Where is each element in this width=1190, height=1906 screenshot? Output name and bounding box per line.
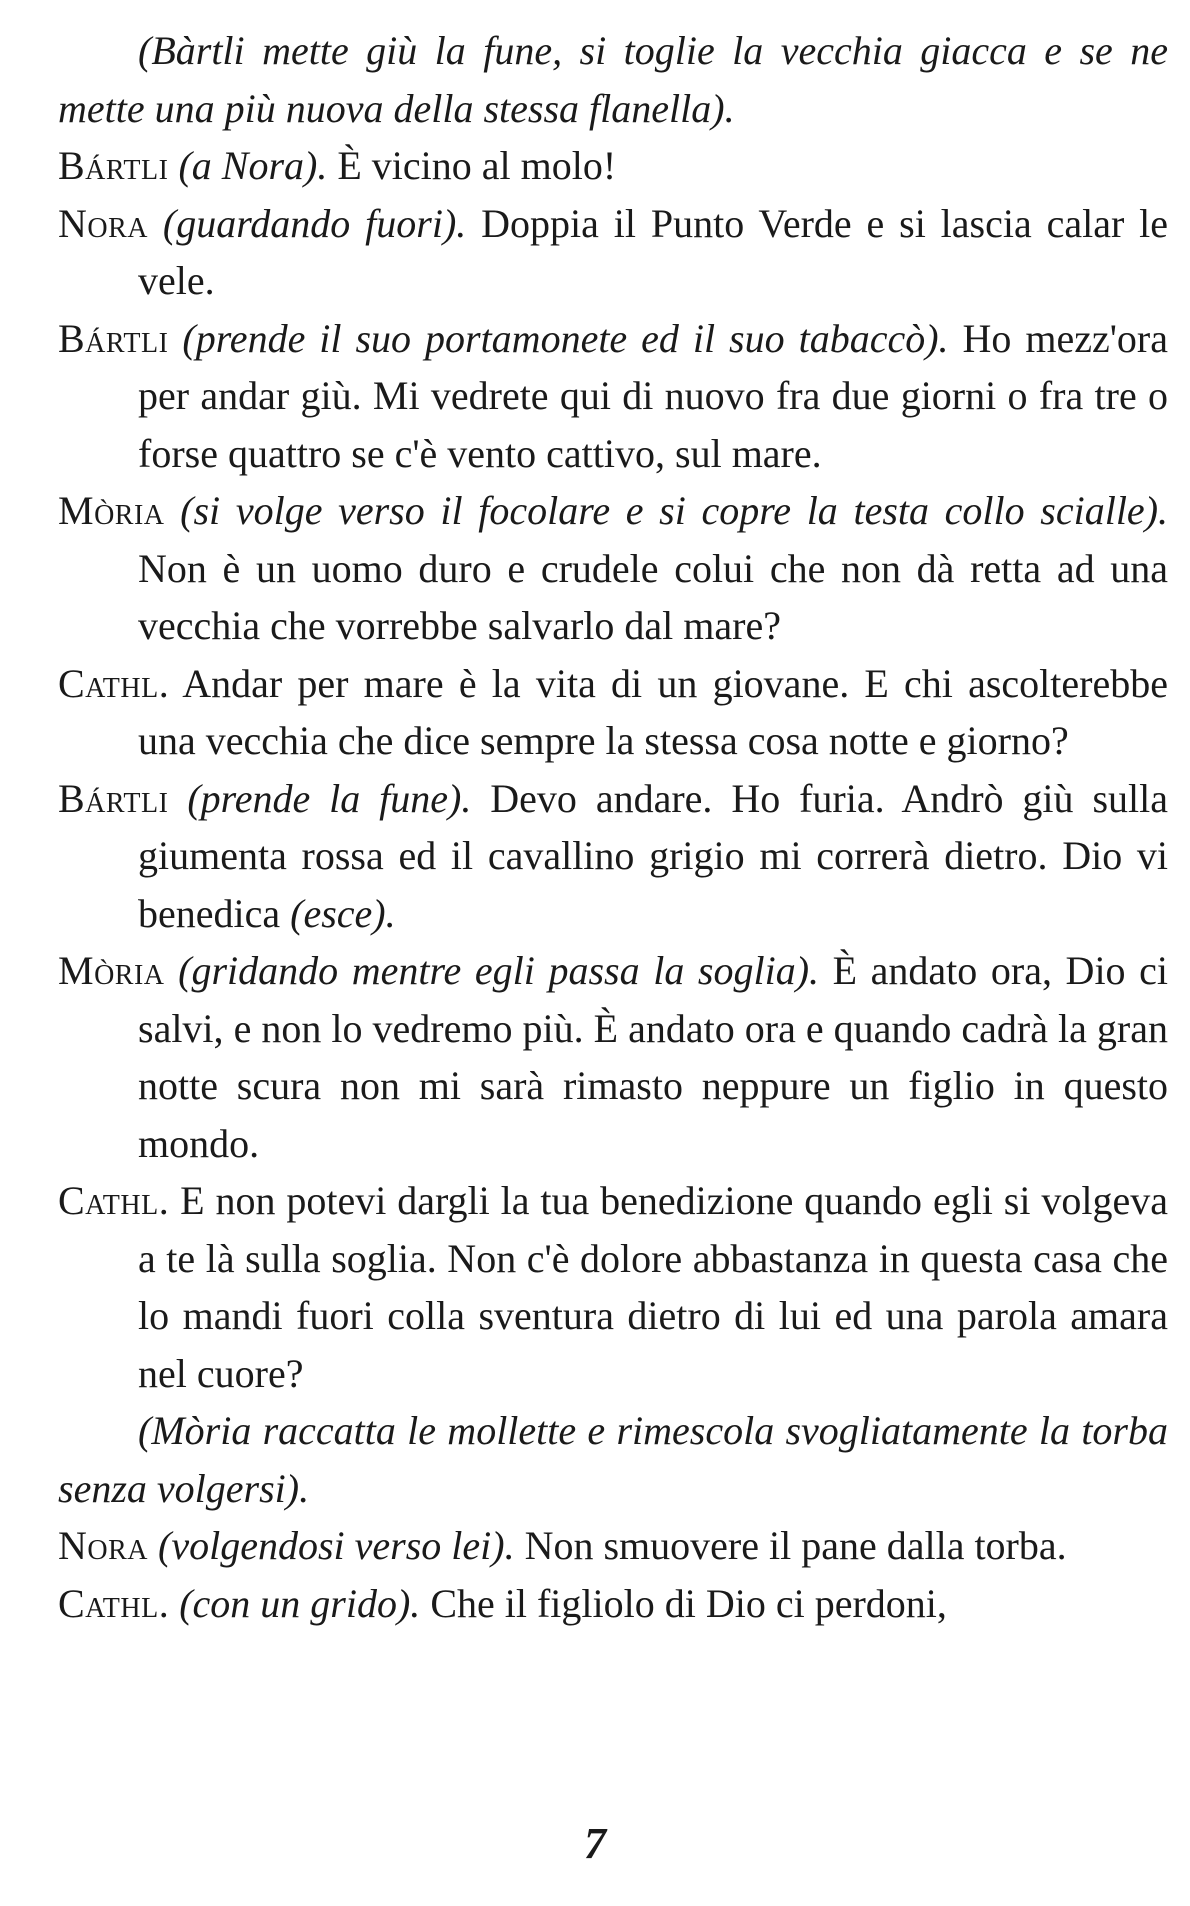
speaker-name: Cathl. [58, 1178, 170, 1223]
dialogue-line [58, 1517, 1168, 1575]
stage-aside: (esce). [290, 890, 396, 936]
dialogue-text: Ho mezz'ora per andar giù. Mi vedrete qui di nuovo fra due giorni o fra tre o forse quattro se c'è vento cattivo, sul mare. [138, 315, 1169, 476]
speaker-name: Mòria [58, 948, 165, 993]
stage-aside: (con un grido). [179, 1580, 421, 1626]
dialogue-line [58, 942, 1168, 1172]
dialogue-text: Doppia il Punto Verde e si lascia calar le vele. [138, 200, 1169, 303]
dialogue-text: Andar per mare è la vita di un giovane. E chi ascolterebbe una vecchia che dice sempre la stessa cosa notte e giorno? [138, 660, 1168, 763]
stage-aside: (a Nora). [178, 143, 328, 188]
speaker-name: Bártli [58, 315, 169, 361]
stage-aside: (guardando fuori). [162, 200, 467, 246]
speaker-name: Bártli [58, 143, 169, 188]
dialogue-text: Non è un uomo duro e crudele colui che non dà retta ad una vecchia che vorrebbe salvarlo dal mare? [138, 545, 1168, 648]
stage-direction: (Bàrtli mette giù la fune, si toglie la vecchia giacca e se ne mette una più nuova della stessa flanella). [58, 28, 1168, 131]
dialogue-text: Devo andare. Ho furia. Andrò giù sulla giumenta rossa ed il cavallino grigio mi correrà dietro. Dio vi benedica [138, 775, 1168, 936]
dialogue-line [58, 482, 1168, 655]
speaker-name: Cathl. [58, 1580, 170, 1626]
stage-aside: (prende il suo portamonete ed il suo tabaccò). [182, 315, 949, 361]
speaker-name: Bártli [58, 775, 169, 821]
speaker-name: Nora [58, 1523, 149, 1568]
dialogue-line [58, 137, 1168, 195]
speaker-name: Mòria [58, 488, 165, 533]
page-text [58, 22, 1168, 1632]
stage-aside: (volgendosi verso lei). [158, 1523, 515, 1568]
stage-aside: (si volge verso il focolare e si copre la testa collo scialle). [180, 488, 1169, 533]
dialogue-line [58, 310, 1168, 483]
dialogue-line [58, 1575, 1168, 1633]
dialogue-text: Che il figliolo di Dio ci perdoni, [430, 1580, 947, 1626]
dialogue-text: Non smuovere il pane dalla torba. [524, 1523, 1067, 1568]
stage-aside: (gridando mentre egli passa la soglia). [178, 948, 820, 993]
stage-aside: (prende la fune). [187, 775, 472, 821]
page-number: 7 [584, 1819, 606, 1868]
stage-direction: (Mòria raccatta le mollette e rimescola svogliatamente la torba senza volgersi). [58, 1408, 1168, 1511]
dialogue-text: E non potevi dargli la tua benedizione quando egli si volgeva a te là sulla soglia. Non c'è dolore abbastanza in questa casa che lo mandi fuori colla sventura dietro di lui ed una parola amara nel cuore? [138, 1178, 1168, 1396]
dialogue-text: È andato ora, Dio ci salvi, e non lo vedremo più. È andato ora e quando cadrà la gran notte scura non mi sarà rimasto neppure un figlio in questo mondo. [138, 948, 1169, 1166]
dialogue-line [58, 1172, 1168, 1402]
speaker-name: Cathl. [58, 660, 170, 706]
dialogue-line [58, 655, 1168, 770]
speaker-name: Nora [58, 200, 149, 246]
dialogue-line [58, 195, 1168, 310]
dialogue-text: È vicino al molo! [337, 143, 617, 188]
dialogue-line [58, 770, 1168, 943]
